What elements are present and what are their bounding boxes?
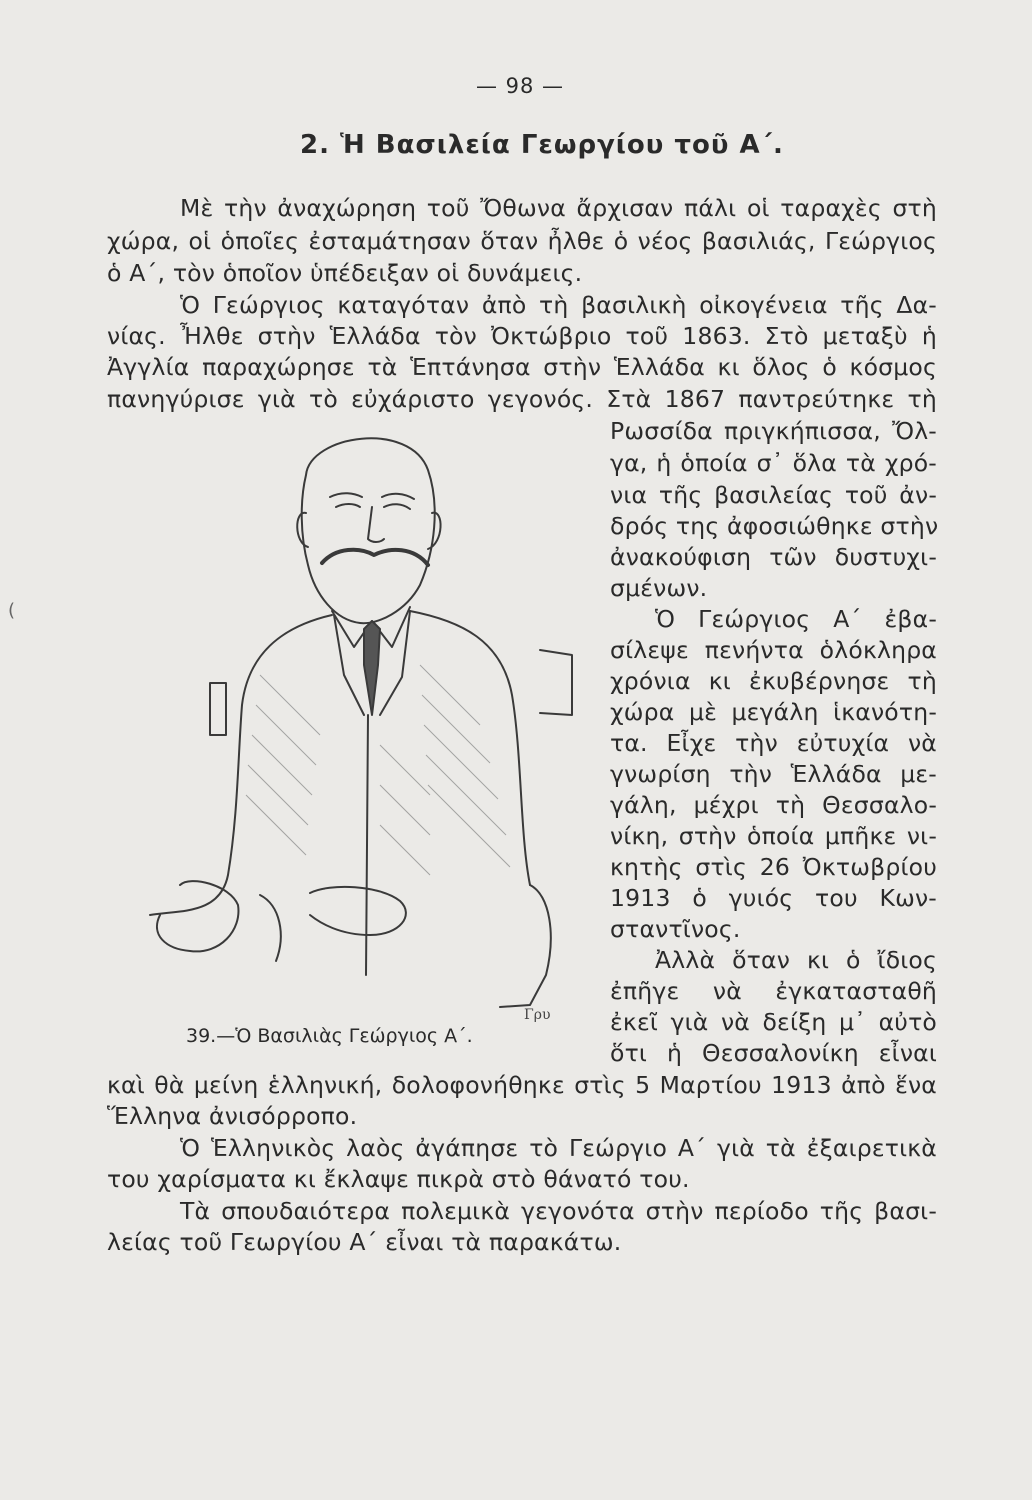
- moustache: [322, 550, 428, 565]
- left-hand: [157, 881, 238, 951]
- left-eye: [336, 504, 360, 507]
- column-line: γάλη, μέχρι τὴ Θεσσαλο-: [610, 791, 937, 819]
- text-line: Μὲ τὴν ἀναχώρηση τοῦ Ὄθωνα ἄρχισαν πάλι οἱ ταραχὲς στὴ: [180, 194, 937, 222]
- right-hand: [310, 887, 406, 935]
- right-brow: [382, 494, 414, 499]
- necktie: [364, 621, 380, 715]
- text-line: του χαρίσματα κι ἔκλαψε πικρὰ στὸ θάνατό του.: [107, 1165, 690, 1193]
- text-line: πανηγύρισε γιὰ τὸ εὐχάριστο γεγονός. Στὰ 1867 παντρεύτηκε τὴ: [107, 385, 937, 413]
- text-line: Ἀγγλία παραχώρησε τὰ Ἑπτάνησα στὴν Ἑλλάδα κι ὅλος ὁ κόσμος: [107, 353, 937, 381]
- column-line: τα. Εἶχε τὴν εὐτυχία νὰ: [610, 729, 937, 757]
- text-line: ὁ Α΄, τὸν ὁποῖον ὑπέδειξαν οἱ δυνάμεις.: [107, 259, 583, 287]
- jacket-right: [410, 611, 530, 885]
- chair-left-post: [210, 683, 226, 735]
- margin-mark: (: [8, 600, 16, 621]
- chair-right-post: [540, 650, 572, 715]
- text-line: νίας. Ἦλθε στὴν Ἑλλάδα τὸν Ὀκτώβριο τοῦ 1863. Στὸ μεταξὺ ἡ: [107, 322, 937, 350]
- right-lapel: [380, 611, 410, 715]
- column-line: ἐκεῖ γιὰ νὰ δείξη μ᾿ αὐτὸ: [610, 1008, 937, 1036]
- text-line: λείας τοῦ Γεωργίου Α΄ εἶναι τὰ παρακάτω.: [107, 1228, 622, 1256]
- figure-caption: 39.—Ὁ Βασιλιὰς Γεώργιος Α΄.: [186, 1025, 473, 1047]
- column-line: δρός της ἀφοσιώθηκε στὴν: [610, 512, 939, 540]
- column-line: Ἀλλὰ ὅταν κι ὁ ἴδιος: [655, 946, 937, 974]
- section-title: 2. Ἡ Βασιλεία Γεωργίου τοῦ Α΄.: [300, 130, 784, 160]
- artist-signature: Γρυ: [524, 1007, 551, 1023]
- nose: [368, 507, 384, 542]
- text-line: Ὁ Ἑλληνικὸς λαὸς ἀγάπησε τὸ Γεώργιο Α΄ γιὰ τὰ ἐξαιρετικὰ: [180, 1134, 937, 1162]
- page-number: — 98 —: [475, 74, 565, 98]
- column-line: νίκη, στὴν ὁποία μπῆκε νι-: [610, 822, 937, 850]
- text-line: Ὁ Γεώργιος καταγόταν ἀπὸ τὴ βασιλικὴ οἰκογένεια τῆς Δα-: [180, 291, 937, 319]
- text-line: Τὰ σπουδαιότερα πολεμικὰ γεγονότα στὴν περίοδο τῆς βασι-: [180, 1197, 937, 1225]
- chair-arm: [500, 885, 551, 1007]
- jacket-front: [366, 715, 368, 975]
- chair-roll: [260, 895, 281, 961]
- column-line: χρόνια κι ἐκυβέρνησε τὴ: [610, 667, 937, 695]
- text-line: καὶ θὰ μείνη ἑλληνική, δολοφονήθηκε στὶς 5 Μαρτίου 1913 ἀπὸ ἕνα: [107, 1071, 937, 1099]
- text-line: χώρα, οἱ ὁποῖες ἐσταμάτησαν ὅταν ἦλθε ὁ νέος βασιλιάς, Γεώργιος: [107, 227, 937, 255]
- column-line: σμένων.: [610, 574, 708, 602]
- text-line: Ἕλληνα ἀνισόρροπο.: [107, 1102, 358, 1130]
- column-line: ὅτι ἡ Θεσσαλονίκη εἶναι: [610, 1039, 937, 1067]
- column-line: σίλεψε πενήντα ὁλόκληρα: [610, 636, 937, 664]
- shading-hatch: [246, 665, 510, 875]
- column-line: ἐπῆγε νὰ ἐγκατασταθῆ: [610, 977, 937, 1005]
- column-line: 1913 ὁ γυιός του Κων-: [610, 884, 937, 912]
- left-brow: [330, 493, 362, 497]
- column-line: νια τῆς βασιλείας τοῦ ἀν-: [610, 481, 937, 509]
- right-eye: [384, 504, 410, 509]
- jacket-left: [150, 615, 332, 915]
- column-line: Ρωσσίδα πριγκήπισσα, Ὄλ-: [610, 417, 937, 445]
- column-line: γνωρίση τὴν Ἑλλάδα με-: [610, 760, 937, 788]
- column-line: Ὁ Γεώργιος Α΄ ἐβα-: [655, 605, 937, 633]
- column-line: γα, ἡ ὁποία σ᾿ ὅλα τὰ χρό-: [610, 449, 937, 477]
- portrait-illustration: [110, 415, 590, 1025]
- left-lapel: [334, 615, 364, 715]
- column-line: ἀνακούφιση τῶν δυστυχι-: [610, 543, 937, 571]
- column-line: σταντῖνος.: [610, 915, 741, 943]
- column-line: κητὴς στὶς 26 Ὀκτωβρίου: [610, 853, 937, 881]
- column-line: χώρα μὲ μεγάλη ἱκανότη-: [610, 698, 937, 726]
